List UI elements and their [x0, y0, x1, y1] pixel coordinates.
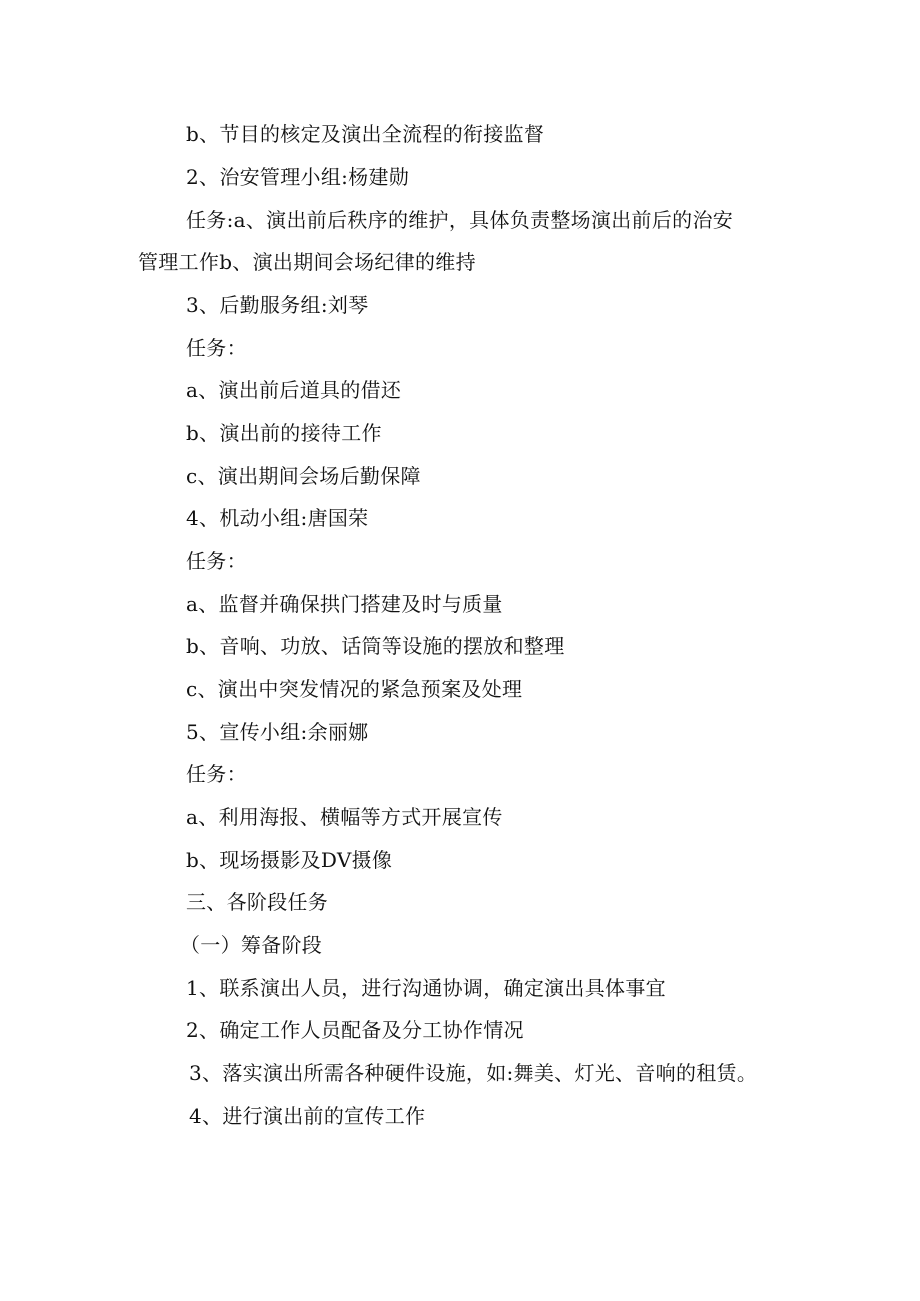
- text-line: b、节目的核定及演出全流程的衔接监督: [186, 122, 545, 146]
- section-heading: 三、各阶段任务: [186, 890, 329, 914]
- text-line: 4、进行演出前的宣传工作: [189, 1104, 426, 1128]
- text-line: a、监督并确保拱门搭建及时与质量: [186, 592, 503, 616]
- text-line: b、演出前的接待工作: [186, 421, 382, 445]
- text-line: a、演出前后道具的借还: [186, 378, 402, 402]
- text-line: 任务：: [186, 762, 247, 786]
- text-line: 1、联系演出人员，进行沟通协调，确定演出具体事宜: [186, 976, 666, 1000]
- text-line: 管理工作b、演出期间会场纪律的维持: [138, 250, 476, 274]
- text-line: b、现场摄影及DV摄像: [186, 848, 393, 872]
- subsection-heading: （一）筹备阶段: [180, 933, 323, 957]
- text-line: 3、后勤服务组:刘琴: [186, 293, 369, 317]
- text-line: 2、确定工作人员配备及分工协作情况: [186, 1018, 524, 1042]
- text-line: 5、宣传小组:余丽娜: [186, 720, 369, 744]
- text-line: c、演出期间会场后勤保障: [186, 464, 421, 488]
- text-line: a、利用海报、横幅等方式开展宣传: [186, 805, 503, 829]
- text-line: 2、治安管理小组:杨建勋: [186, 165, 410, 189]
- text-line: 4、机动小组:唐国荣: [186, 506, 369, 530]
- text-line: 任务:a、演出前后秩序的维护，具体负责整场演出前后的治安: [186, 208, 734, 232]
- text-line: c、演出中突发情况的紧急预案及处理: [186, 677, 523, 701]
- text-line: 3、落实演出所需各种硬件设施，如:舞美、灯光、音响的租赁。: [189, 1061, 758, 1085]
- text-line: b、音响、功放、话筒等设施的摆放和整理: [186, 634, 565, 658]
- text-line: 任务：: [186, 336, 247, 360]
- text-line: 任务：: [186, 549, 247, 573]
